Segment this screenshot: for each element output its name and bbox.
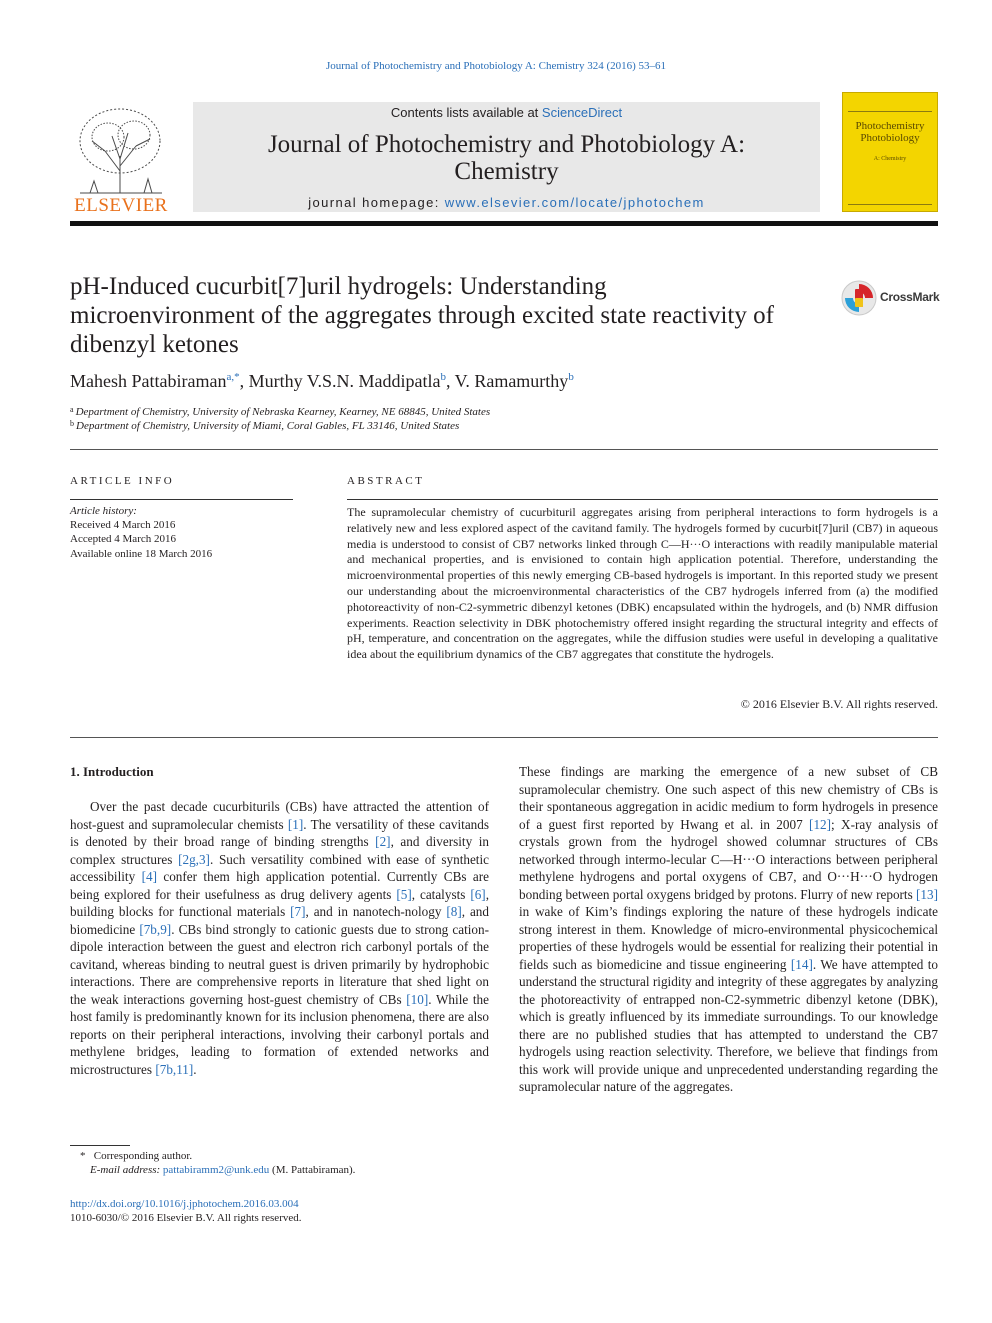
introduction-column-1 [70,798,489,1078]
body-text: . [193,1061,197,1077]
citation-reference-link[interactable]: [1] [287,816,304,832]
article-title: pH-Induced cucurbit[7]uril hydrogels: Understanding microenvironment of the aggregates through excited state reactivity of dibenzyl ketones [70,273,774,358]
affiliation-b: $^b$ Department of Chemistry, University of Miami, Coral Gables, FL 33146, United States [70,419,460,432]
cover-rule-bottom [848,204,932,205]
citation-reference-link[interactable]: [14] [790,956,813,972]
body-text: . CBs bind strongly to cationic guests due to strong cation-dipole interaction between the guest and electron rich carbonyl portals of the cavitand, whereas binding to neutral guest is driven primarily by hydrophobic interactions. There are comprehensive reports in literature that shed light on the weak interactions governing host-guest chemistry of CBs [70,921,489,1007]
citation-reference-link[interactable]: [12] [809,816,832,832]
body-text: . While the host family is predominantly known for its inclusion phenomena, there are also reports on their peripheral interactions, involving their carbonyl portals and methylene bridges, leading to formation of extended networks and microstructures [70,991,489,1077]
introduction-column-2 [519,763,938,1096]
corresponding-author-note: * Corresponding author. [80,1150,193,1162]
body-text: . The versatility of these cavitands is denoted by their broad range of binding strengths [70,816,489,849]
email-link[interactable]: pattabiramm2@unk.edu [162,1164,270,1176]
email-note: E-mail address: pattabiramm2@unk.edu (M. Pattabiraman). [90,1164,356,1176]
abstract-copyright: © 2016 Elsevier B.V. All rights reserved. [740,697,938,711]
citation-reference-link[interactable]: [10] [406,991,429,1007]
body-text: , building blocks for functional materials [70,886,489,919]
citation-reference-link[interactable]: [7b,11] [155,1061,194,1077]
crossmark-label[interactable]: CrossMark [880,290,940,304]
author-name[interactable]: Murthy V.S.N. Maddipatla [248,371,441,391]
header-divider [70,221,938,226]
body-text: These findings are marking the emergence of a new subset of CB supramolecular chemistry. One such aspect of this new chemistry of CBs is their spontaneous aggregation in acidic medium to form hydrogels in presence of a guest first reported by Hwang et al. in 2007 [519,764,938,832]
abstract-heading: ABSTRACT [347,475,425,487]
author-affiliation-mark[interactable]: b [440,371,446,383]
section-divider [70,449,938,450]
body-text: , and diversity in complex structures [70,834,489,867]
citation-reference-link[interactable]: [13] [916,886,939,902]
body-text: in wake of Kim’s findings exploring the nature of these hydrogels indicate strong interest in them. Knowledge of micro-environmental physicochemical properties of these hydrogels would be essential for realizing their potential in fields such as biomedicine and tissue engineering [519,904,938,972]
citation-reference-link[interactable]: [2] [375,834,391,849]
journal-cover-thumbnail[interactable] [842,92,938,212]
journal-homepage-link[interactable]: www.elsevier.com/locate/jphotochem [444,195,705,210]
contents-available-line: Contents lists available at ScienceDirect [390,105,623,120]
accepted-date: Accepted 4 March 2016 [70,533,176,545]
author-list: Mahesh Pattabiraman$^{a,*}$, Murthy V.S.N. Maddipatla$^b$, V. Ramamurthy$^b$ [70,371,574,391]
body-text: . We have attempted to understand the structural rigidity and integrity of these aggregates by analyzing the photoreactivity of entrapped non-C2-symmetric dibenzyl ketone (DBK), which is greatly influenced by its immediate surroundings. To our knowledge there are no published studies that has attempted to understand the CB7 hydrogels using reaction selectivity. Therefore, we believe that findings from this work will provide unique and unprecedented understanding regarding the supramolecular nature of the aggregates. [519,956,939,1094]
citation-reference-link[interactable]: [4] [141,869,157,884]
body-text: , catalysts [411,886,471,902]
sciencedirect-link[interactable]: ScienceDirect [541,105,623,120]
journal-name: Journal of Photochemistry and Photobiology A: Chemistry [267,131,746,185]
author-name[interactable]: Mahesh Pattabiraman [70,371,227,391]
citation-reference-link[interactable]: [7b,9] [139,921,172,937]
body-text: ; X-ray analysis of crystals grown from the hydrogel showed columnar structures of CBs networked through intermo-lecular C—H···O interactions between peripheral methylene hydrogens and portal oxygens of CB7, and O···H···O hydrogen bonding between portal oxygens bridged by protons. Flurry of new reports [519,816,938,902]
citation-reference-link[interactable]: [7] [290,904,306,919]
doi-link[interactable]: http://dx.doi.org/10.1016/j.jphotochem.2016.03.004 [70,1198,299,1210]
received-date: Received 4 March 2016 [70,519,176,531]
body-text: , and biomedicine [70,904,489,937]
cover-subtitle: A: Chemistry [873,156,907,162]
body-text: Over the past decade cucurbiturils (CBs) have attracted the attention of host-guest and supramolecular chemists [70,799,489,832]
affiliation-a: $^a$ Department of Chemistry, University of Nebraska Kearney, Kearney, NE 68845, United States [70,405,491,418]
available-online-date: Available online 18 March 2016 [70,548,213,560]
elsevier-wordmark: ELSEVIER [74,195,168,216]
journal-citation-link[interactable]: Journal of Photochemistry and Photobiology A: Chemistry 324 (2016) 53–61 [325,60,667,72]
citation-reference-link[interactable]: [5] [396,886,412,902]
citation-reference-link[interactable]: [2g,3] [178,851,210,867]
body-text: . Such versatility combined with ease of synthetic accessibility [70,851,489,884]
author-affiliation-mark[interactable]: a,* [226,371,240,383]
abstract-rule [347,499,938,500]
abstract-body: The supramolecular chemistry of cucurbituril aggregates arising from peripheral interactions to form hydrogels is a relatively new and less explored aspect of the cavitand family. The hydrogels formed by cucurbit[7]uril (CB7) in aqueous media is understood to consist of CB7 networks linked through C—H···O interactions with readily manipulable material and mechanical properties, and is envisioned to contain high application potential. Therefore, understanding the microenvironmental properties of this newly emerging CB-based hydrogels is important. In this reported study we present our understanding about the microenvironmental characteristics of the CB7 hydrogels inferred from (a) the modified photoreactivity of non-C2-symmetric dibenzyl ketones (DBK) encapsulated within the hydrogels, and (b) NMR diffusion experiments. Reaction selectivity in DBK photochemistry offered insight regarding the structural integrity and effects of pH, temperature, and concentration on the aggregates, while the diffusion studies were useful in developing a qualitative idea about the equilibrium dynamics of the CB7 aggregates that constitute the hydrogels. [347,505,938,662]
cover-rule-top [848,111,932,112]
footnote-rule [70,1145,130,1146]
body-text: , and in nanotech-nology [305,904,447,919]
section-divider [70,737,938,738]
body-text: confer them high application potential. Currently CBs are being explored for their usefulness as drug delivery agents [70,869,489,902]
issn-copyright: 1010-6030/© 2016 Elsevier B.V. All rights reserved. [70,1212,302,1224]
author-name[interactable]: V. Ramamurthy [454,371,569,391]
author-affiliation-mark[interactable]: b [568,371,574,383]
introduction-heading: 1. Introduction [70,764,154,779]
article-info-rule [70,499,293,500]
article-history-label: Article history: [70,505,137,517]
citation-reference-link[interactable]: [6] [470,886,486,902]
cover-title: Photochemistry Photobiology [855,120,925,144]
article-info-heading: ARTICLE INFO [70,475,175,487]
citation-reference-link[interactable]: [8] [446,904,462,919]
journal-homepage-line: journal homepage: www.elsevier.com/locate/jphotochem [308,195,705,210]
